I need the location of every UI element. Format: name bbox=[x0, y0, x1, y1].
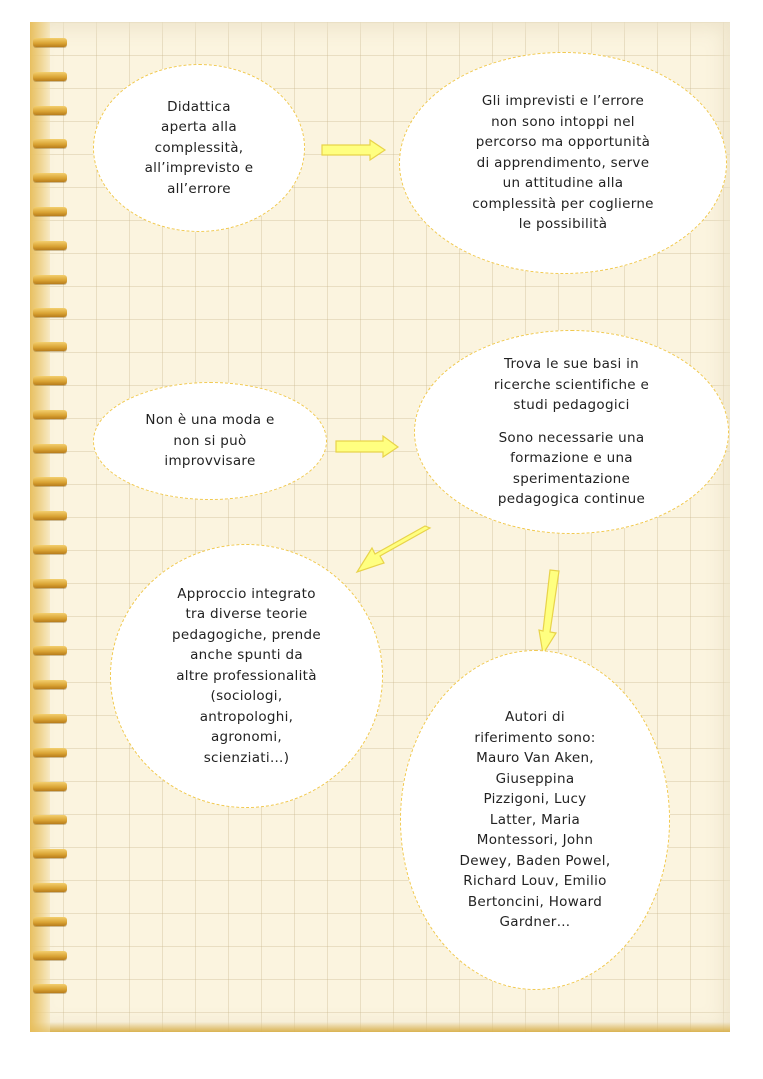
arrow-moda-to-basi bbox=[336, 436, 398, 457]
bubble-didattica-text: Didattica aperta alla complessità, all’imprevisto e all’errore bbox=[144, 98, 254, 197]
arrow-basi-to-autori bbox=[539, 570, 559, 654]
bubble-autori bbox=[400, 650, 670, 990]
arrow-didattica-to-imprevisti bbox=[322, 140, 385, 160]
bubble-moda-text: Non è una moda e non si può improvvisare bbox=[145, 412, 275, 470]
bubble-imprevisti bbox=[399, 52, 727, 274]
bubble-autori-text: Autori di riferimento sono: Mauro Van Aken, Giuseppina Pizzigoni, Lucy Latter, Maria Montessori, John Dewey, Baden Powel, Richard Louv, Emilio Bertoncini, Howard Gardner… bbox=[459, 709, 611, 931]
bubble-imprevisti-text: Gli imprevisti e l’errore non sono intoppi nel percorso ma opportunità di apprendimento, serve un attitudine alla complessità per coglierne le possibilità bbox=[472, 93, 654, 233]
bubble-didattica bbox=[93, 64, 305, 232]
bubble-moda bbox=[93, 382, 327, 500]
bubble-basi-text-2: Sono necessarie una formazione e una sperimentazione pedagogica continue bbox=[497, 429, 646, 508]
bubble-approccio-text: Approccio integrato tra diverse teorie pedagogiche, prende anche spunti da altre professionalità (sociologi, antropologhi, agronomi, scienziati…) bbox=[172, 585, 321, 766]
bubble-basi-text-1: Trova le sue basi in ricerche scientifiche e studi pedagogici bbox=[493, 356, 650, 414]
bubble-basi bbox=[414, 330, 729, 534]
bubble-approccio bbox=[110, 544, 383, 808]
arrow-basi-to-approccio bbox=[357, 526, 430, 572]
